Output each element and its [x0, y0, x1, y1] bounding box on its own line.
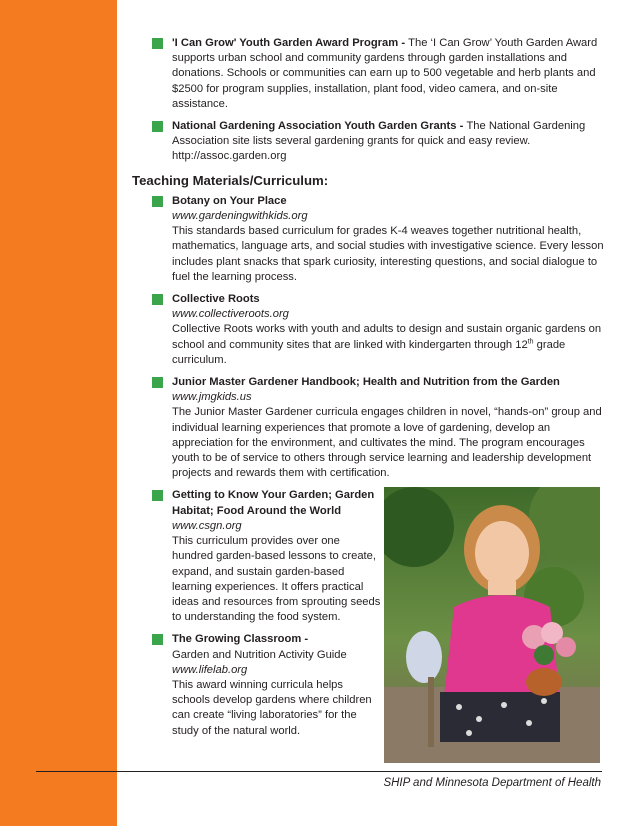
curriculum-item [130, 194, 605, 285]
green-bullet-icon [152, 38, 163, 49]
orange-side-bar [0, 0, 117, 826]
item-title: The Growing Classroom [172, 633, 302, 646]
page-number: 19 [38, 777, 53, 792]
item-url[interactable]: www.lifelab.org [172, 663, 248, 676]
curriculum-item [130, 375, 605, 481]
item-text: This award winning curricula helps schools develop gardens where children can create “living laboratories” for the study of the natural world. [172, 678, 372, 737]
item-separator: - [398, 37, 409, 49]
item-text: The Junior Master Gardener curricula engages children in novel, “hands-on” group and individual learning experiences that promote a love of gardening, develop an appreciation for the environment, and cultivates the mind. The program encourages youth to be of service to others through service learning and leadership development projects and rewards them with certification. [172, 406, 602, 480]
item-url[interactable]: www.collectiveroots.org [172, 308, 289, 321]
curriculum-item [130, 488, 382, 625]
list-item [130, 119, 605, 165]
curriculum-item [130, 292, 605, 368]
green-bullet-icon [152, 377, 163, 388]
item-separator: - [301, 633, 309, 646]
item-subtitle: Garden and Nutrition Activity Guide [172, 648, 347, 661]
item-url[interactable]: http://assoc.garden.org [172, 150, 287, 163]
green-bullet-icon [152, 634, 163, 645]
item-title: Getting to Know Your Garden; Garden Habitat; Food Around the World [172, 489, 375, 517]
item-title: Junior Master Gardener Handbook; Health and Nutrition from the Garden [172, 376, 560, 389]
list-item [130, 36, 605, 112]
section-heading: Teaching Materials/Curriculum: [132, 172, 329, 188]
item-text: The ‘I Can Grow’ Youth Garden Award supports urban school and community gardens through garden installations and donations. Schools or communities can earn up to 500 vegetable and herb plants and $2500 for program supplies, installation, plant food, video camera, and on-site assistance. [172, 37, 598, 110]
item-text: This curriculum provides over one hundred garden-based lessons to create, expand, and sustain garden-based learning experiences. It offers practical ideas and resources from sprouting seeds to understanding the food system. [172, 535, 381, 624]
footer-source: SHIP and Minnesota Department of Health [383, 777, 601, 789]
item-text: The National Gardening Association site lists several gardening grants for quick and easy review. [172, 120, 586, 148]
curriculum-item [130, 632, 382, 738]
footer-rule [36, 771, 602, 772]
item-title: 'I Can Grow' Youth Garden Award Program [172, 37, 399, 49]
green-bullet-icon [152, 490, 163, 501]
item-title: Collective Roots [172, 293, 260, 306]
item-text: Collective Roots works with youth and adults to design and sustain organic gardens on school and community sites that are linked with kindergarten through 12th grade curriculum. [172, 323, 602, 366]
item-url[interactable]: www.jmgkids.us [172, 391, 252, 404]
item-url[interactable]: www.csgn.org [172, 519, 242, 532]
item-separator: - [456, 120, 467, 133]
green-bullet-icon [152, 294, 163, 305]
item-url[interactable]: www.gardeningwithkids.org [172, 210, 308, 223]
item-title: Botany on Your Place [172, 194, 287, 207]
garden-girl-photo [384, 487, 600, 763]
item-title: National Gardening Association Youth Garden Grants [172, 120, 457, 133]
green-bullet-icon [152, 121, 163, 132]
item-text: This standards based curriculum for grades K-4 weaves together nutritional health, mathematics, language arts, and social studies with investigative science. Every lesson includes plant snacks that spark curiosity, interesting questions, and social dialogue to fuel the learning process. [172, 225, 604, 283]
green-bullet-icon [152, 196, 163, 207]
